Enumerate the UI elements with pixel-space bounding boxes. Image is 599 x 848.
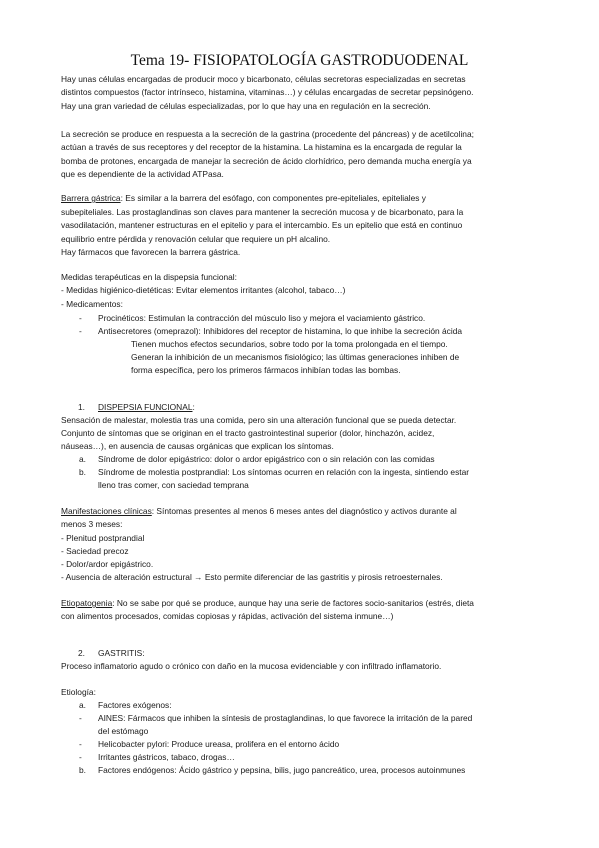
- intro-line: Hay unas células encargadas de producir moco y bicarbonato, células secretoras especializadas en secretas: [61, 74, 466, 84]
- exogenous-item: Helicobacter pylori: Produce ureasa, prolifera en el entorno ácido: [98, 739, 340, 749]
- dyspepsia-heading-suffix: :: [192, 402, 195, 412]
- gastritis-definition: Proceso inflamatorio agudo o crónico con daño en la mucosa evidenciable y con infiltrado inflamatorio.: [61, 661, 442, 671]
- gastritis-heading: GASTRITIS:: [98, 648, 145, 658]
- dyspepsia-item-cont: lleno tras comer, con saciedad temprana: [98, 480, 249, 490]
- dyspepsia-line: Sensación de malestar, molestia tras una comida, pero sin una alteración funcional que se pueda detectar.: [61, 415, 457, 425]
- manifestations-line: menos 3 meses:: [61, 519, 123, 529]
- exogenous-item: Irritantes gástricos, tabaco, drogas…: [98, 752, 235, 762]
- barrier-line: subepiteliales. Las prostaglandinas son claves para mantener la secreción mucosa y de bicarbonato, para la: [61, 207, 464, 217]
- antisecretory-line: Tienen muchos efectos secundarios, sobre todo por la toma prolongada en el tiempo.: [131, 339, 448, 349]
- secretion-line: actúan a través de sus receptores y del receptor de la histamina. La histamina es la encargada de regular la: [61, 142, 462, 152]
- barrier-first-line: [61, 193, 426, 204]
- manifestations-first-line: [61, 506, 457, 517]
- manifestations-heading: Manifestaciones clínicas: [61, 506, 152, 516]
- dyspepsia-item: Síndrome de molestia postprandial: Los síntomas ocurren en relación con la ingesta, sintiendo estar: [98, 467, 470, 477]
- measures-heading: Medidas terapéuticas en la dispepsia funcional:: [61, 272, 237, 282]
- manifestations-line: - Dolor/ardor epigástrico.: [61, 559, 154, 569]
- section-number: 2.: [78, 648, 85, 658]
- bullet-marker: -: [79, 713, 82, 723]
- exogenous-item-cont: del estómago: [98, 726, 149, 736]
- measures-hygienic: - Medidas higiénico-dietéticas: Evitar elementos irritantes (alcohol, tabaco…): [61, 285, 346, 295]
- etiopathogenesis-line: con alimentos procesados, comidas copiosas y rápidas, activación del sistema inmune…): [61, 611, 394, 621]
- section-number: 1.: [78, 402, 85, 412]
- dyspepsia-item: Síndrome de dolor epigástrico: dolor o ardor epigástrico con o sin relación con las comidas: [98, 454, 435, 464]
- barrier-first-text: : Es similar a la barrera del esófago, con componentes pre-epiteliales, epiteliales y: [120, 193, 426, 203]
- secretion-line: La secreción se produce en respuesta a la secreción de la gastrina (procedente del páncreas) y de acetilcolina;: [61, 129, 474, 139]
- antisecretory-line: Generan la inhibición de un mecanismos fisiológico; las últimas generaciones inhiben de: [131, 352, 460, 362]
- antisecretory-line: forma específica, pero los primeros fármacos inhibían todas las bombas.: [131, 365, 401, 375]
- list-marker: a.: [79, 454, 86, 464]
- manifestations-line: - Plenitud postprandial: [61, 533, 145, 543]
- etiology-heading: Etiología:: [61, 687, 96, 697]
- exogenous-item: AINES: Fármacos que inhiben la síntesis de prostaglandinas, lo que favorece la irritación de la pared: [98, 713, 473, 723]
- dyspepsia-line: Conjunto de síntomas que se originan en el tracto gastrointestinal superior (dolor, hinchazón, acidez,: [61, 428, 435, 438]
- page-title: Tema 19- FISIOPATOLOGÍA GASTRODUODENAL: [130, 52, 469, 69]
- prokinetics-item: Procinéticos: Estimulan la contracción del músculo liso y mejora el vaciamiento gástrico.: [98, 313, 426, 323]
- barrier-heading: Barrera gástrica: [61, 193, 121, 203]
- bullet-marker: -: [79, 739, 82, 749]
- barrier-line: equilibrio entre pérdida y renovación celular que requiere un pH alcalino.: [61, 234, 331, 244]
- dyspepsia-heading-line: [98, 402, 195, 413]
- antisecretory-item: Antisecretores (omeprazol): Inhibidores del receptor de histamina, lo que inhibe la secreción ácida: [98, 326, 463, 336]
- bullet-marker: -: [79, 326, 82, 336]
- measures-drugs: - Medicamentos:: [61, 299, 123, 309]
- endogenous-factors: Factores endógenos: Ácido gástrico y pepsina, bilis, jugo pancreático, urea, procesos autoinmunes: [98, 765, 466, 775]
- manifestations-line: - Saciedad precoz: [61, 546, 129, 556]
- etiopathogenesis-first-text: : No se sabe por qué se produce, aunque hay una serie de factores socio-sanitarios (estrés, dieta: [112, 598, 474, 608]
- list-marker: b.: [79, 467, 86, 477]
- bullet-marker: -: [79, 313, 82, 323]
- barrier-line: vasodilatación, mantener estructuras en el epitelio y para el intercambio. Es un epitelio que está en continuo: [61, 220, 463, 230]
- secretion-line: bomba de protones, encargada de manejar la secreción de ácido clorhídrico, pero demanda mucha energía ya: [61, 156, 472, 166]
- dyspepsia-heading: DISPEPSIA FUNCIONAL: [98, 402, 193, 412]
- barrier-line: Hay fármacos que favorecen la barrera gástrica.: [61, 247, 241, 257]
- intro-line: Hay una gran variedad de células especializadas, por lo que hay una en regulación en la secreción.: [61, 101, 431, 111]
- secretion-line: que es dependiente de la actividad ATPasa.: [61, 169, 224, 179]
- etiopathogenesis-heading: Etiopatogenia: [61, 598, 113, 608]
- bullet-marker: -: [79, 752, 82, 762]
- list-marker: a.: [79, 700, 86, 710]
- etiopathogenesis-first-line: [61, 598, 474, 609]
- intro-line: distintos compuestos (factor intrínseco, histamina, vitaminas…) y células encargadas de secretar pepsinógeno.: [61, 87, 474, 97]
- dyspepsia-line: náuseas…), en ausencia de causas orgánicas que explican los síntomas.: [61, 441, 334, 451]
- exogenous-factors: Factores exógenos:: [98, 700, 172, 710]
- manifestations-last-line: - Ausencia de alteración estructural → Esto permite diferenciar de las gastritis y pirosis retroesternales.: [61, 572, 443, 582]
- list-marker: b.: [79, 765, 86, 775]
- manifestations-first-text: : Síntomas presentes al menos 6 meses antes del diagnóstico y activos durante al: [151, 506, 457, 516]
